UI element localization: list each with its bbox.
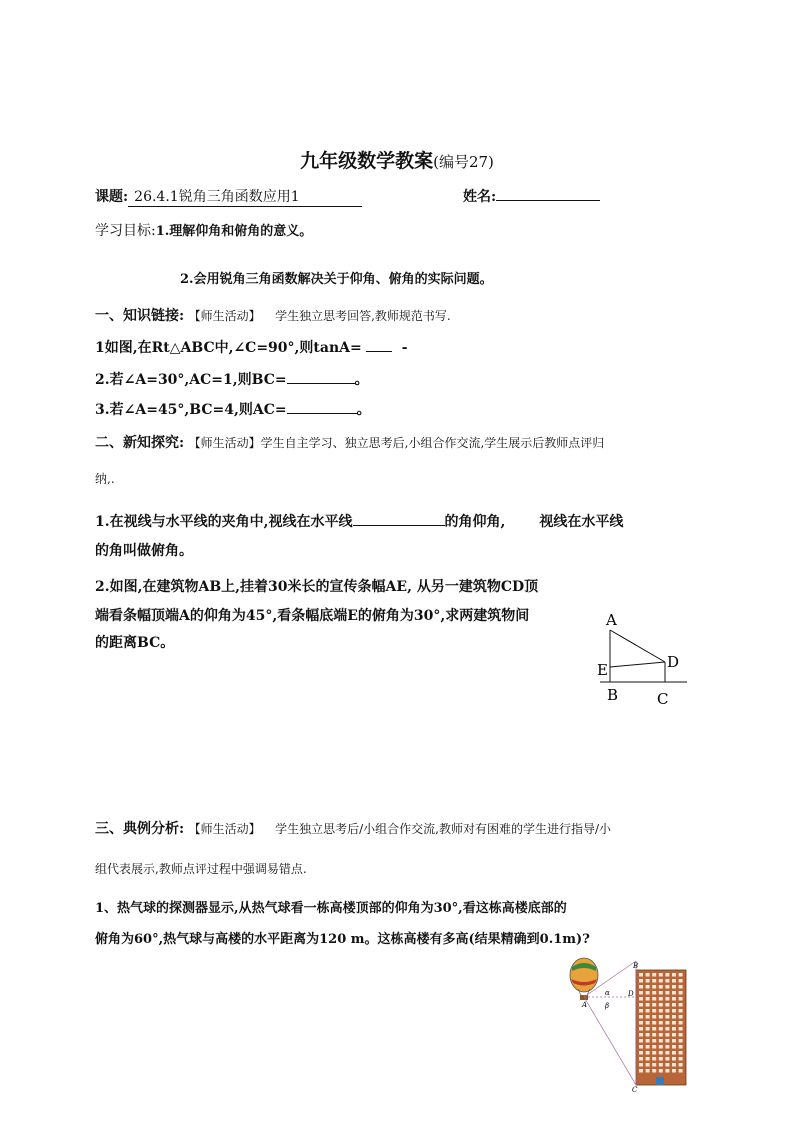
- section1-note: 学生独立思考回答,教师规范书写.: [275, 309, 451, 323]
- name-row: [463, 186, 600, 206]
- label-b: B: [607, 686, 619, 704]
- label-c2: C: [632, 1086, 638, 1094]
- example1-line2: 俯角为60°,热气球与高楼的水平距离为120 m。这栋高楼有多高(结果精确到0.1m)?: [95, 932, 590, 947]
- section3-note2: 组代表展示,教师点评过程中强调易错点.: [95, 862, 307, 876]
- question-3: [95, 399, 371, 419]
- question-1: [95, 337, 408, 357]
- question-2: [95, 369, 369, 389]
- topic-value: 26.4.1锐角三角函数应用1: [128, 186, 362, 207]
- sight-line-ad: [610, 630, 665, 662]
- label-d2: D: [628, 990, 634, 998]
- section3-tag: 【师生活动】: [188, 822, 261, 836]
- label-b2: B: [633, 962, 639, 970]
- concept-text-a: 1.在视线与水平线的夹角中,视线在水平线: [95, 514, 353, 530]
- concept-blank: [353, 513, 445, 526]
- balloon-figure: [560, 955, 700, 1095]
- name-label: 姓名:: [463, 189, 497, 205]
- section1-heading: 一、知识链接:: [95, 308, 185, 324]
- section1-tag: 【师生活动】: [188, 309, 261, 323]
- problem2-line2: 端看条幅顶端A的仰角为45°,看条幅底端E的俯角为30°,求两建筑物间: [95, 608, 530, 624]
- section2-heading: 二、新知探究:: [95, 435, 185, 451]
- question-2-text: 2.若∠A=30°,AC=1,则BC=: [95, 372, 287, 388]
- objectives-row1: [95, 220, 312, 240]
- label-e: E: [597, 661, 608, 679]
- section2-tag: 【师生活动】: [188, 436, 261, 450]
- concept-line2: 的角叫做俯角。: [95, 543, 193, 559]
- concept-line1: [95, 511, 623, 531]
- section2-note: 学生自主学习、独立思考后,小组合作交流,学生展示后教师点评归: [260, 436, 605, 450]
- balloon-icon: [570, 958, 598, 1000]
- problem2-line3: 的距离BC。: [95, 635, 175, 651]
- page-title: [0, 146, 794, 173]
- name-blank: [496, 188, 600, 201]
- section2-heading-row: [95, 432, 604, 452]
- question-1-tail: -: [401, 340, 408, 356]
- concept-text-b: 的角仰角,: [444, 514, 506, 530]
- label-beta: β: [605, 1002, 610, 1010]
- sight-line-ac: [584, 997, 636, 1085]
- building-figure: [590, 605, 700, 710]
- question-3-text: 3.若∠A=45°,BC=4,则AC=: [95, 402, 287, 418]
- label-c: C: [657, 690, 669, 708]
- label-a: A: [606, 611, 617, 629]
- label-d: D: [667, 653, 680, 671]
- title-sub: (编号27): [433, 153, 494, 171]
- section3-heading-row: [95, 818, 611, 838]
- question-3-blank: [287, 401, 357, 414]
- sight-line-ed: [610, 662, 665, 667]
- objective-1: 1.理解仰角和俯角的意义。: [155, 224, 313, 239]
- question-2-end: 。: [354, 372, 369, 388]
- question-1-text: 1如图,在Rt△ABC中,∠C=90°,则tanA=: [95, 340, 362, 356]
- label-alpha: α: [605, 989, 610, 997]
- objective-2: 2.会用锐角三角函数解决关于仰角、俯角的实际问题。: [180, 272, 493, 287]
- question-3-end: 。: [356, 402, 371, 418]
- topic-label: 课题:: [95, 189, 129, 205]
- topic-row: [95, 186, 362, 207]
- concept-text-c: 视线在水平线: [539, 514, 624, 530]
- title-main: 九年级数学教案: [300, 150, 434, 172]
- section2-note2: 纳,.: [95, 472, 115, 486]
- objectives-label: 学习目标:: [95, 223, 156, 239]
- section3-heading: 三、典例分析:: [95, 821, 185, 837]
- example1-line1: 1、热气球的探测器显示,从热气球看一栋高楼顶部的仰角为30°,看这栋高楼底部的: [95, 901, 567, 916]
- problem2-line1: 2.如图,在建筑物AB上,挂着30米长的宣传条幅AE, 从另一建筑物CD顶: [95, 579, 539, 595]
- question-1-blank: [366, 339, 392, 352]
- tall-building-icon: [636, 970, 686, 1085]
- question-2-blank: [287, 371, 355, 384]
- section3-note: 学生独立思考后/小组合作交流,教师对有困难的学生进行指导/小: [275, 822, 611, 836]
- label-a2: A: [582, 1001, 588, 1009]
- section1-heading-row: [95, 305, 451, 325]
